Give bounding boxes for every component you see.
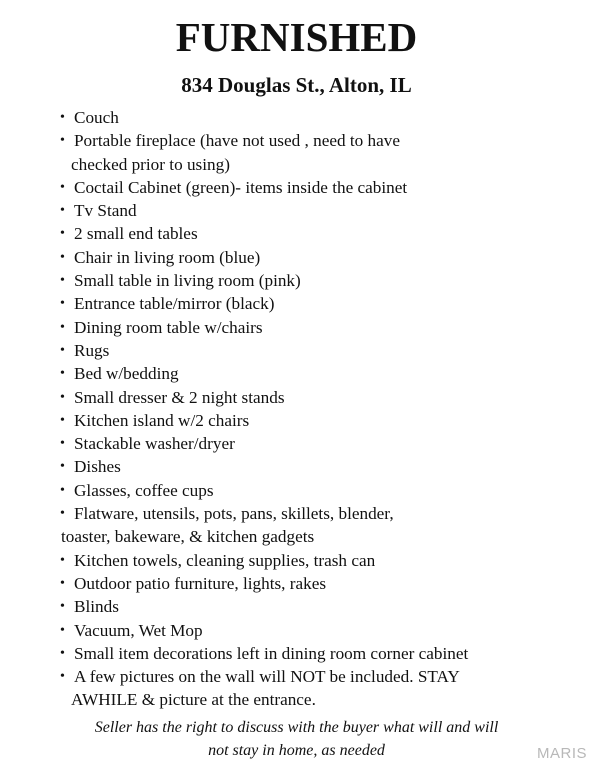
list-item-line: Coctail Cabinet (green)- items inside the cabinet xyxy=(74,177,408,197)
bullet-icon: • xyxy=(60,506,65,522)
list-item-line: Couch xyxy=(74,108,119,127)
list-item-text xyxy=(74,316,575,339)
list-item-line: 2 small end tables xyxy=(74,224,198,244)
list-item xyxy=(55,269,575,292)
seller-disclaimer xyxy=(0,716,593,762)
bullet-icon: • xyxy=(60,436,65,452)
list-item xyxy=(55,106,575,129)
list-item xyxy=(55,362,575,385)
bullet-icon: • xyxy=(60,645,65,661)
list-item-text xyxy=(74,246,575,269)
bullet-icon: • xyxy=(60,389,65,405)
list-item-text xyxy=(74,339,575,362)
document-title: FURNISHED xyxy=(175,14,418,60)
list-item xyxy=(55,292,575,315)
bullet-icon: • xyxy=(60,110,65,125)
list-item xyxy=(55,455,575,478)
bullet-icon: • xyxy=(60,575,65,591)
list-item-line: A few pictures on the wall will NOT be included. STAY xyxy=(74,667,460,687)
bullet-icon: • xyxy=(60,203,65,219)
list-item-text xyxy=(74,176,575,199)
list-item xyxy=(55,619,575,642)
list-item xyxy=(55,339,575,362)
list-item-text xyxy=(74,269,575,292)
list-item-text xyxy=(71,129,575,176)
list-item-text xyxy=(74,362,575,385)
list-item-text xyxy=(74,222,575,245)
list-item xyxy=(55,665,575,712)
list-item-text xyxy=(74,549,575,572)
bullet-icon: • xyxy=(60,133,65,149)
list-item xyxy=(55,246,575,269)
disclaimer-line: Seller has the right to discuss with the buyer what will and will xyxy=(94,719,499,736)
bullet-icon: • xyxy=(60,622,65,638)
list-item xyxy=(55,642,575,665)
list-item-line: Stackable washer/dryer xyxy=(74,434,235,454)
list-item-line: Portable fireplace (have not used , need to have xyxy=(74,131,400,151)
list-item-line: Dining room table w/chairs xyxy=(74,317,263,337)
property-address: 834 Douglas St., Alton, IL xyxy=(181,73,412,97)
list-item-line: Tv Stand xyxy=(74,201,137,221)
furnishings-list xyxy=(55,106,575,712)
list-item-text xyxy=(74,386,575,409)
list-item xyxy=(55,432,575,455)
list-item-text xyxy=(61,502,575,549)
list-item-text xyxy=(74,292,575,315)
maris-watermark: MARIS xyxy=(536,745,587,762)
list-item-text xyxy=(74,595,575,618)
bullet-icon: • xyxy=(60,296,65,312)
list-item-text xyxy=(74,106,575,129)
list-item-line: Outdoor patio furniture, lights, rakes xyxy=(74,573,327,593)
list-item-line: Dishes xyxy=(74,457,121,477)
list-item xyxy=(55,222,575,245)
list-item-text xyxy=(74,479,575,502)
bullet-icon: • xyxy=(60,179,65,195)
list-item-text xyxy=(74,572,575,595)
list-item xyxy=(55,479,575,502)
list-item-line: Glasses, coffee cups xyxy=(74,480,214,500)
list-item-text xyxy=(74,455,575,478)
list-item xyxy=(55,176,575,199)
list-item-line: Kitchen towels, cleaning supplies, trash can xyxy=(74,550,376,570)
bullet-icon: • xyxy=(60,459,65,475)
list-item-line: Small dresser & 2 night stands xyxy=(74,387,285,407)
bullet-icon: • xyxy=(60,319,65,335)
list-item-line: Chair in living room (blue) xyxy=(74,247,261,267)
list-item xyxy=(55,409,575,432)
bullet-icon: • xyxy=(60,412,65,428)
bullet-icon: • xyxy=(60,342,65,358)
list-item-line: Rugs xyxy=(74,340,110,360)
list-item-continuation: toaster, bakeware, & kitchen gadgets xyxy=(61,527,315,547)
list-item xyxy=(55,595,575,618)
bullet-icon: • xyxy=(60,482,65,498)
list-item-line: Bed w/bedding xyxy=(74,364,179,384)
list-item xyxy=(55,316,575,339)
list-item-line: Vacuum, Wet Mop xyxy=(74,620,203,640)
list-item-line: Entrance table/mirror (black) xyxy=(74,294,275,314)
list-item xyxy=(55,129,575,176)
list-item-text xyxy=(74,642,575,665)
bullet-icon: • xyxy=(60,599,65,615)
list-item xyxy=(55,549,575,572)
list-item-continuation: checked prior to using) xyxy=(71,154,230,174)
list-item xyxy=(55,502,575,549)
bullet-icon: • xyxy=(60,249,65,265)
disclaimer-line: not stay in home, as needed xyxy=(208,742,385,759)
list-item-line: Blinds xyxy=(74,597,119,617)
list-item-text xyxy=(74,432,575,455)
bullet-icon: • xyxy=(60,273,65,289)
list-item-text xyxy=(71,665,575,712)
list-item-text xyxy=(74,619,575,642)
list-item-line: Kitchen island w/2 chairs xyxy=(74,410,250,430)
list-item xyxy=(55,386,575,409)
bullet-icon: • xyxy=(60,366,65,382)
list-item xyxy=(55,199,575,222)
list-item-text xyxy=(74,199,575,222)
bullet-icon: • xyxy=(60,669,65,685)
list-item-line: Small table in living room (pink) xyxy=(74,271,301,291)
bullet-icon: • xyxy=(60,552,65,568)
list-item-line: Flatware, utensils, pots, pans, skillets, blender, xyxy=(74,504,394,524)
list-item-continuation: AWHILE & picture at the entrance. xyxy=(71,690,316,710)
bullet-icon: • xyxy=(60,226,65,242)
list-item xyxy=(55,572,575,595)
list-item-line: Small item decorations left in dining room corner cabinet xyxy=(74,643,469,663)
list-item-text xyxy=(74,409,575,432)
